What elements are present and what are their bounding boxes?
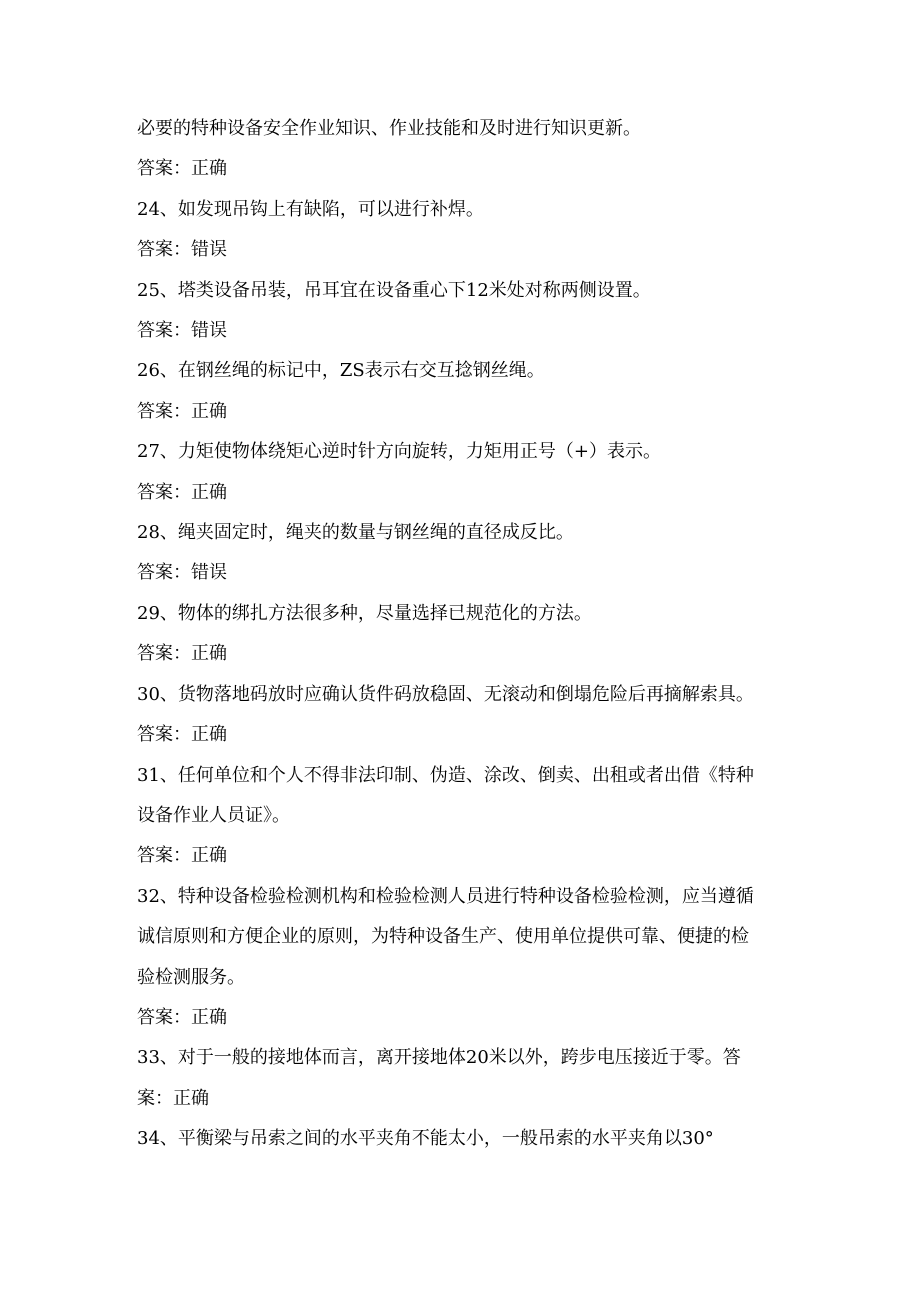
answer-line: 答案：正确	[137, 400, 227, 422]
answer-line: 答案：错误	[137, 562, 227, 584]
document-body	[137, 109, 787, 1160]
question-27: 27、力矩使物体绕矩心逆时针方向旋转，力矩用正号（+）表示。	[137, 441, 661, 463]
answer-line: 答案：正确	[137, 845, 227, 867]
question-33: 33、对于一般的接地体而言，离开接地体20米以外，跨步电压接近于零。答	[137, 1047, 741, 1069]
question-26: 26、在钢丝绳的标记中，ZS表示右交互捻钢丝绳。	[137, 360, 545, 382]
question-32-continued: 验检测服务。	[137, 966, 245, 988]
question-34: 34、平衡梁与吊索之间的水平夹角不能太小，一般吊索的水平夹角以30°	[137, 1128, 714, 1150]
answer-line: 答案：正确	[137, 643, 227, 665]
answer-line: 答案：错误	[137, 239, 227, 261]
question-24: 24、如发现吊钩上有缺陷，可以进行补焊。	[137, 198, 484, 220]
answer-line: 答案：正确	[137, 481, 227, 503]
answer-line: 答案：错误	[137, 320, 227, 342]
question-29: 29、物体的绑扎方法很多种，尽量选择已规范化的方法。	[137, 602, 592, 624]
question-31-continued: 设备作业人员证》。	[137, 804, 290, 826]
question-25: 25、塔类设备吊装，吊耳宜在设备重心下12米处对称两侧设置。	[137, 279, 651, 301]
answer-line: 答案：正确	[137, 1006, 227, 1028]
question-28: 28、绳夹固定时，绳夹的数量与钢丝绳的直径成反比。	[137, 522, 574, 544]
question-32: 32、特种设备检验检测机构和检验检测人员进行特种设备检验检测，应当遵循	[137, 885, 754, 907]
answer-line: 答案：正确	[137, 158, 227, 180]
question-32-continued: 诚信原则和方便企业的原则，为特种设备生产、使用单位提供可靠、便捷的检	[137, 926, 749, 948]
question-31: 31、任何单位和个人不得非法印制、伪造、涂改、倒卖、出租或者出借《特种	[137, 764, 754, 786]
answer-line: 案：正确	[137, 1087, 209, 1109]
text-line: 必要的特种设备安全作业知识、作业技能和及时进行知识更新。	[137, 118, 641, 139]
answer-line: 答案：正确	[137, 724, 227, 746]
question-30: 30、货物落地码放时应确认货件码放稳固、无滚动和倒塌危险后再摘解索具。	[137, 683, 754, 705]
